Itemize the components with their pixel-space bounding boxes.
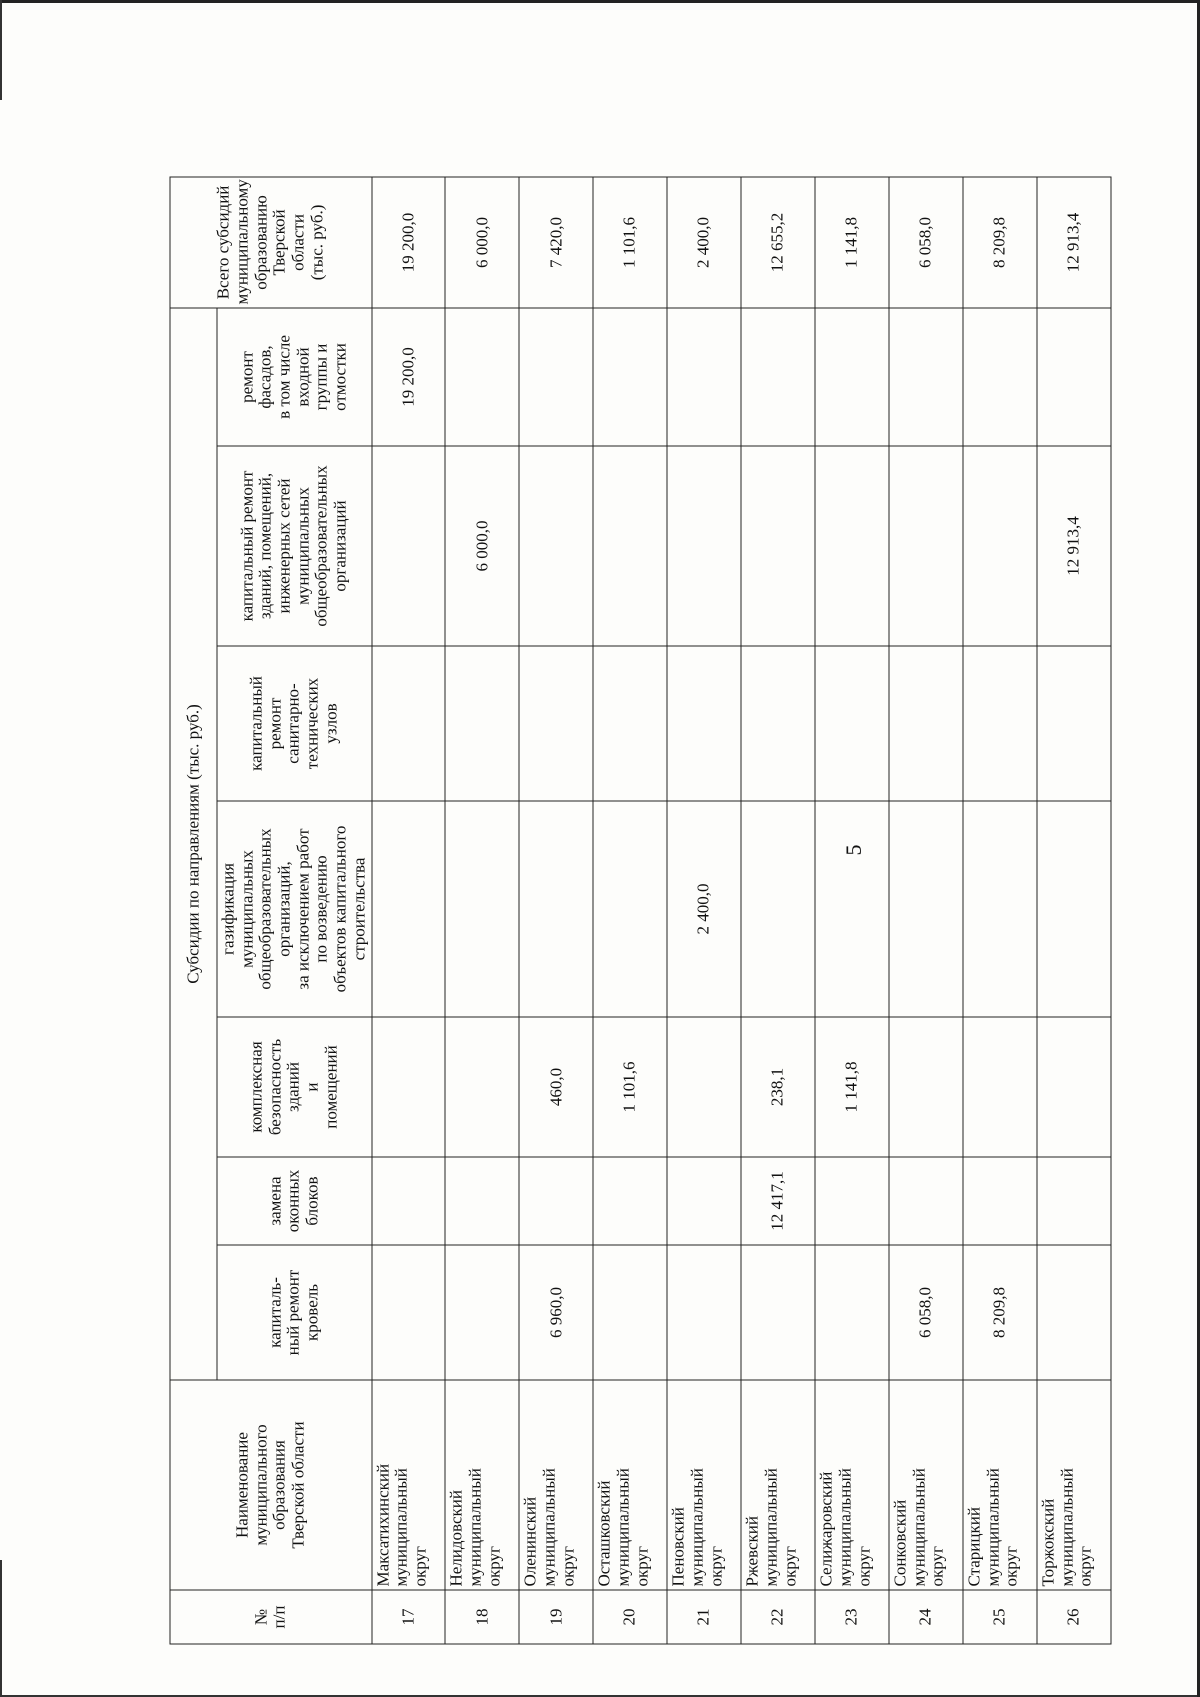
total-value: 2 400,0 [667,177,741,308]
safety-value [963,1017,1037,1157]
row-number: 22 [741,1590,815,1644]
col-header-facades: ремонт фасадов, в том числе входной группы и отмостки [217,308,372,446]
total-value: 6 000,0 [445,177,519,308]
facades-value [889,308,963,446]
col-header-subsidies-group: Субсидии по направлениям (тыс. руб.) [170,308,217,1380]
col-header-sanitary: капитальный ремонт санитарно- технических узлов [217,646,372,801]
subsidy-table-container [169,178,1111,1645]
capital-repair-value [667,446,741,646]
municipality-name: Оленинский муниципальный округ [519,1380,593,1590]
table-row [963,177,1037,1644]
windows-value [519,1157,593,1245]
gasification-value [519,801,593,1017]
gasification-value [371,801,445,1017]
sanitary-value [815,646,889,801]
roofs-value [445,1245,519,1380]
roofs-value [741,1245,815,1380]
windows-value: 12 417,1 [741,1157,815,1245]
row-number: 21 [667,1590,741,1644]
municipality-name: Пеновский муниципальный округ [667,1380,741,1590]
sanitary-value [963,646,1037,801]
capital-repair-value [519,446,593,646]
row-number: 19 [519,1590,593,1644]
capital-repair-value [889,446,963,646]
scan-border-left [0,0,2,100]
scan-border-left-lower [0,1560,2,1697]
sanitary-value [445,646,519,801]
gasification-value: 2 400,0 [667,801,741,1017]
sanitary-value [667,646,741,801]
scan-border-top [0,0,1200,3]
capital-repair-value [371,446,445,646]
roofs-value [815,1245,889,1380]
municipality-name: Торжокский муниципальный округ [1036,1380,1110,1590]
gasification-value [741,801,815,1017]
facades-value [667,308,741,446]
row-number: 17 [371,1590,445,1644]
roofs-value [667,1245,741,1380]
table-row [741,177,815,1644]
col-header-gasification: газификация муниципальных общеобразовательных организаций, за исключением работ по возведению объектов капитального строительства [217,801,372,1017]
gasification-value [889,801,963,1017]
roofs-value: 6 960,0 [519,1245,593,1380]
table-row [593,177,667,1644]
roofs-value [371,1245,445,1380]
windows-value [593,1157,667,1245]
sanitary-value [741,646,815,801]
facades-value [519,308,593,446]
safety-value [371,1017,445,1157]
total-value: 7 420,0 [519,177,593,308]
municipality-name: Осташковский муниципальный округ [593,1380,667,1590]
safety-value [445,1017,519,1157]
capital-repair-value: 6 000,0 [445,446,519,646]
total-value: 19 200,0 [371,177,445,308]
sanitary-value [593,646,667,801]
table-row [371,177,445,1644]
safety-value: 1 101,6 [593,1017,667,1157]
col-header-windows: замена оконных блоков [217,1157,372,1245]
col-header-municipality: Наименование муниципального образования Тверской области [170,1380,372,1590]
municipality-name: Старицкий муниципальный округ [963,1380,1037,1590]
capital-repair-value [815,446,889,646]
capital-repair-value [741,446,815,646]
safety-value [889,1017,963,1157]
gasification-value [963,801,1037,1017]
col-header-capital-repair: капитальный ремонт зданий, помещений, инженерных сетей муниципальных общеобразовательных организаций [217,446,372,646]
capital-repair-value [963,446,1037,646]
table-row [889,177,963,1644]
windows-value [815,1157,889,1245]
municipality-name: Селижаровский муниципальный округ [815,1380,889,1590]
table-row [667,177,741,1644]
municipality-name: Ржевский муниципальный округ [741,1380,815,1590]
roofs-value [1036,1245,1110,1380]
gasification-value [445,801,519,1017]
facades-value [1036,308,1110,446]
municipality-name: Максатихинский муниципальный округ [371,1380,445,1590]
total-value: 12 655,2 [741,177,815,308]
safety-value: 460,0 [519,1017,593,1157]
gasification-value [1036,801,1110,1017]
windows-value [445,1157,519,1245]
row-number: 23 [815,1590,889,1644]
roofs-value: 6 058,0 [889,1245,963,1380]
capital-repair-value: 12 913,4 [1036,446,1110,646]
table-row [445,177,519,1644]
header-row-1 [170,177,217,1644]
row-number: 25 [963,1590,1037,1644]
facades-value [815,308,889,446]
subsidy-table [169,176,1111,1644]
safety-value: 238,1 [741,1017,815,1157]
safety-value [667,1017,741,1157]
municipality-name: Сонковский муниципальный округ [889,1380,963,1590]
col-header-safety: комплексная безопасность зданий и помещений [217,1017,372,1157]
capital-repair-value [593,446,667,646]
windows-value [1036,1157,1110,1245]
col-header-number: № п/п [170,1590,372,1644]
safety-value [1036,1017,1110,1157]
total-value: 8 209,8 [963,177,1037,308]
facades-value: 19 200,0 [371,308,445,446]
row-number: 20 [593,1590,667,1644]
municipality-name: Нелидовский муниципальный округ [445,1380,519,1590]
windows-value [667,1157,741,1245]
gasification-value [815,801,889,1017]
windows-value [371,1157,445,1245]
facades-value [445,308,519,446]
sanitary-value [371,646,445,801]
col-header-roofs: капиталь- ный ремонт кровель [217,1245,372,1380]
windows-value [963,1157,1037,1245]
page-number: 5 [841,844,866,856]
safety-value: 1 141,8 [815,1017,889,1157]
row-number: 18 [445,1590,519,1644]
total-value: 12 913,4 [1036,177,1110,308]
roofs-value: 8 209,8 [963,1245,1037,1380]
total-value: 1 101,6 [593,177,667,308]
total-value: 6 058,0 [889,177,963,308]
row-number: 24 [889,1590,963,1644]
table-row [815,177,889,1644]
gasification-value [593,801,667,1017]
sanitary-value [889,646,963,801]
total-value: 1 141,8 [815,177,889,308]
table-row [1036,177,1110,1644]
facades-value [741,308,815,446]
facades-value [593,308,667,446]
facades-value [963,308,1037,446]
windows-value [889,1157,963,1245]
sanitary-value [519,646,593,801]
roofs-value [593,1245,667,1380]
sanitary-value [1036,646,1110,801]
table-row [519,177,593,1644]
col-header-total: Всего субсидий муниципальному образованию Тверской области (тыс. руб.) [170,177,372,308]
row-number: 26 [1036,1590,1110,1644]
